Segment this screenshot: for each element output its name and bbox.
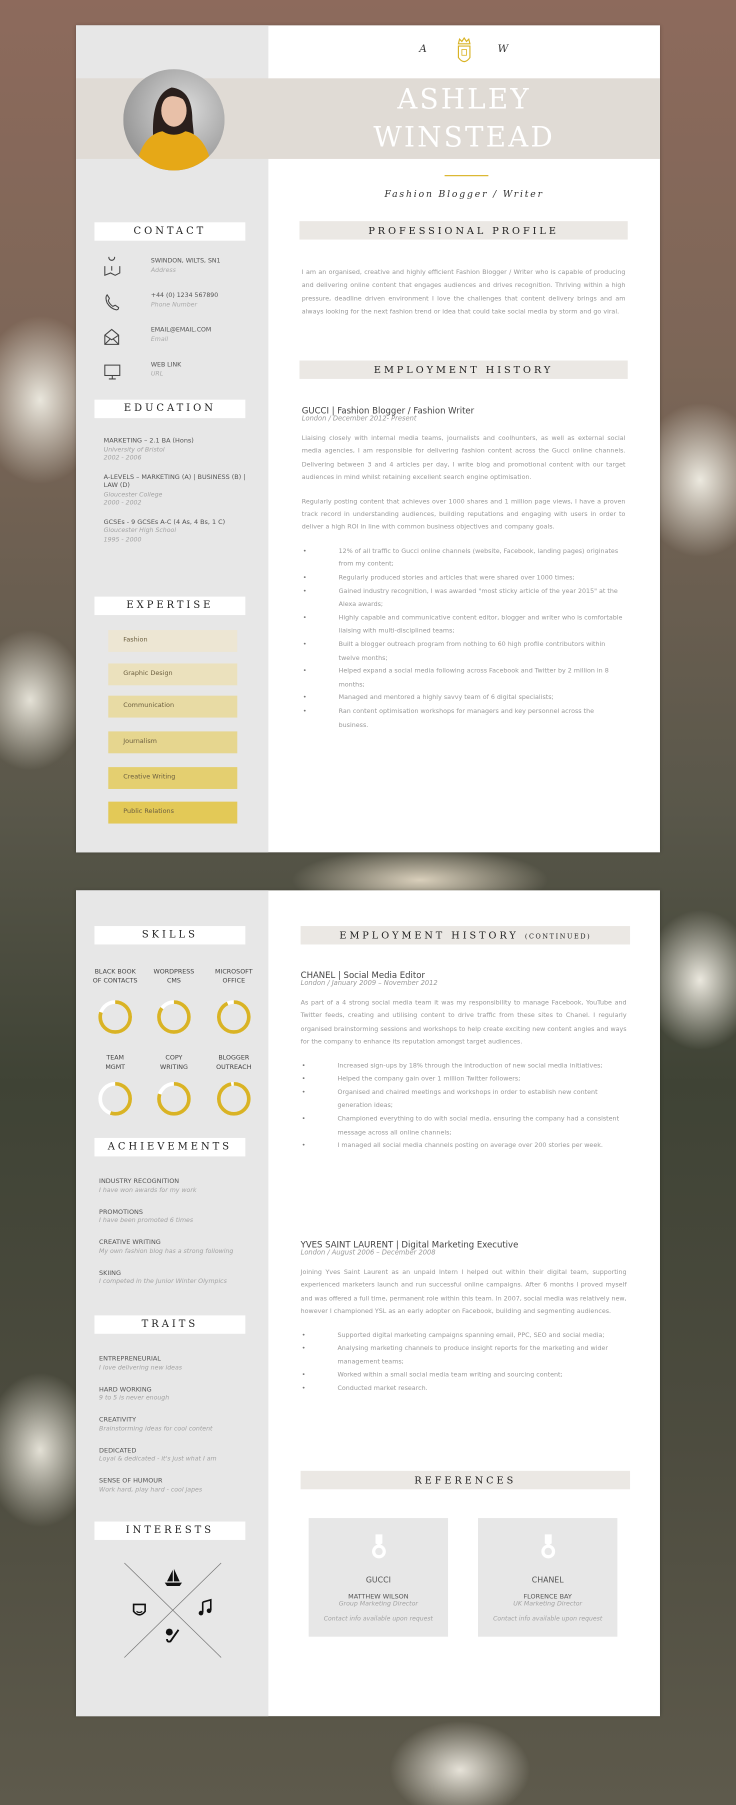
achievements-list bbox=[99, 1178, 260, 1300]
education-years: 2000 - 2002 bbox=[103, 499, 142, 507]
skill-label-line: WORDPRESS bbox=[153, 968, 195, 976]
skill-ring-fill bbox=[219, 1002, 249, 1032]
achievement bbox=[99, 1270, 260, 1287]
education-heading: EDUCATION bbox=[94, 400, 245, 418]
interests-heading: INTERESTS bbox=[94, 1522, 245, 1540]
achievement bbox=[99, 1178, 260, 1195]
bullet-item: • Worked within a small social media team writing and sourcing content; bbox=[301, 1370, 627, 1383]
trait-desc: Loyal & dedicated - it's just what I am bbox=[99, 1455, 217, 1463]
envelope-icon bbox=[101, 326, 122, 351]
contact-value: +44 (0) 1234 567890 bbox=[150, 292, 219, 300]
achievements-heading: ACHIEVEMENTS bbox=[94, 1138, 245, 1156]
bullet-item: • Increased sign-ups by 18% through the introduction of new social media initiatives; bbox=[301, 1060, 627, 1073]
skill-ring bbox=[215, 999, 252, 1036]
trait-title: SENSE OF HUMOUR bbox=[99, 1477, 163, 1485]
job-dates: London / January 2009 – November 2012 bbox=[300, 980, 438, 988]
traits-heading: TRAITS bbox=[94, 1315, 245, 1333]
trait-desc: I love delivering new ideas bbox=[99, 1364, 183, 1372]
profile-photo bbox=[123, 69, 224, 170]
reference-note: Contact info available upon request bbox=[323, 1615, 433, 1623]
job-chanel bbox=[301, 970, 627, 1154]
trait bbox=[99, 1478, 260, 1495]
trait bbox=[99, 1356, 260, 1373]
resume-page-1 bbox=[76, 25, 660, 852]
bullet-item: • Regularly produced stories and articles that were shared over 1000 times; bbox=[302, 572, 626, 585]
contact-label: Phone Number bbox=[150, 301, 198, 309]
contact-label: Address bbox=[150, 267, 176, 275]
bullet-item: • 12% of all traffic to Gucci online channels (website, Facebook, landing pages) originates from my content; bbox=[302, 546, 626, 573]
contact-item bbox=[101, 362, 262, 390]
job-description: Regularly posting content that achieves over 1000 shares and 1 million page views, I have a proven track record in understanding audiences, building reputations and engaging with users in order to deliver a high ROI in line with common business objectives and company goals. bbox=[301, 498, 626, 532]
skill-label bbox=[84, 1055, 146, 1072]
expertise-tag: Fashion bbox=[108, 630, 237, 652]
achievement-desc: I have been promoted 6 times bbox=[99, 1217, 194, 1225]
reference-card bbox=[309, 1518, 448, 1637]
skill-label-line: BLACK BOOK bbox=[94, 968, 136, 976]
job-description: As part of a 4 strong social media team it was my responsibility to manage Facebook, YouTube and Twitter feeds, creating and utilising content to drive traffic from these sites to Chanel. I regularly organised brainstorming sessions and workshops to help create exciting new content angles and ways for the company to enhance its reputation amongst target audiences. bbox=[300, 999, 627, 1047]
bullet-item: • Conducted market research. bbox=[301, 1383, 627, 1396]
job-dates: London / December 2012- Present bbox=[301, 415, 417, 423]
monogram bbox=[387, 37, 560, 67]
bullet-item: • Built a blogger outreach program from nothing to 60 high profile contributors within twelve months; bbox=[302, 639, 626, 666]
education-item bbox=[104, 438, 248, 464]
bullet-item: • Helped expand a social media following across Facebook and Twitter by 2 million in 8 months; bbox=[302, 666, 626, 693]
achievement-title: PROMOTIONS bbox=[99, 1208, 143, 1216]
trait-desc: Work hard, play hard - cool japes bbox=[99, 1486, 203, 1494]
achievement-title: SKIING bbox=[99, 1269, 121, 1277]
job-description: Joining Yves Saint Laurent as an unpaid Intern I helped out within their digital team, supporting experienced marketers launch and run successful online campaigns. After 6 months I proved myself and was offered a full time, permanent role within this team. In 2007, social media was relatively new, however I championed YSL as an early adopter on Facebook, building and segmenting audiences. bbox=[300, 1269, 627, 1316]
reference-name: FLORENCE BAY bbox=[523, 1594, 572, 1602]
achievement bbox=[99, 1239, 260, 1256]
bullet-item: • Ran content optimisation workshops for managers and key personnel across the business. bbox=[302, 706, 626, 733]
skill-ring bbox=[155, 999, 192, 1036]
skill-label-line: OUTREACH bbox=[216, 1063, 252, 1071]
job-achievements bbox=[301, 1060, 627, 1153]
education-school: Gloucester High School bbox=[103, 527, 177, 535]
monogram-right: W bbox=[497, 43, 509, 56]
bullet-item: • Gained industry recognition, I was awarded "most sticky article of the year 2015" at the Alexa awards; bbox=[302, 586, 626, 613]
skill-ring bbox=[215, 1080, 252, 1117]
skill-ring bbox=[97, 1080, 134, 1117]
job-title: YVES SAINT LAURENT | Digital Marketing Executive bbox=[300, 1239, 519, 1250]
skill-label-line: TEAM bbox=[106, 1055, 125, 1062]
trait-title: ENTREPRENEURIAL bbox=[99, 1355, 161, 1363]
skill-label-line: BLOGGER bbox=[218, 1055, 250, 1062]
trait-title: DEDICATED bbox=[99, 1447, 137, 1455]
job-gucci bbox=[302, 405, 626, 732]
reference-role: UK Marketing Director bbox=[513, 1601, 583, 1608]
contact-item bbox=[101, 293, 262, 321]
profile-text: I am an organised, creative and highly efficient Fashion Blogger / Writer who is capable of producing and delivering online content that engages audiences and drives recognition. Thriving within a high pressure, deadline driven environment I love the challenges that content delivery brings and am always looking for the next fashion trend or idea that could take social media by storm and go viral. bbox=[301, 269, 626, 316]
expertise-tag: Journalism bbox=[108, 731, 237, 753]
skill-ring-fill bbox=[219, 1084, 249, 1114]
reference-role: Group Marketing Director bbox=[338, 1601, 418, 1608]
skill-ring bbox=[97, 999, 134, 1036]
bullet-item: • Helped the company gain over 1 million Twitter followers; bbox=[301, 1074, 627, 1087]
interests-graphic bbox=[122, 1558, 226, 1662]
skill-label-line: MICROSOFT bbox=[215, 968, 253, 976]
reference-note: Contact info available upon request bbox=[493, 1615, 603, 1623]
skill-label bbox=[84, 969, 146, 986]
trait bbox=[99, 1386, 260, 1403]
crest-icon bbox=[456, 37, 472, 67]
job-achievements bbox=[301, 1330, 627, 1397]
skill-label bbox=[143, 969, 205, 986]
contact-value: EMAIL@EMAIL.COM bbox=[150, 327, 212, 335]
expertise-heading: EXPERTISE bbox=[94, 597, 245, 615]
contact-value: WEB LINK bbox=[150, 361, 182, 369]
achievement-title: INDUSTRY RECOGNITION bbox=[99, 1178, 180, 1186]
skill-label-line: WRITING bbox=[159, 1063, 188, 1071]
expertise-tag: Communication bbox=[108, 696, 237, 718]
trait-desc: 9 to 5 is never enough bbox=[99, 1394, 170, 1402]
medal-icon bbox=[309, 1534, 448, 1559]
continued-label: (CONTINUED) bbox=[524, 934, 592, 942]
education-years: 1995 - 2000 bbox=[103, 536, 142, 544]
education-list bbox=[104, 438, 248, 555]
job-ysl bbox=[301, 1239, 627, 1396]
gold-divider bbox=[445, 175, 489, 176]
skill-label bbox=[143, 1055, 205, 1072]
candidate-name bbox=[268, 81, 660, 157]
bullet-item: • Managed and mentored a highly savvy team of 6 digital specialists; bbox=[302, 693, 626, 706]
contact-label: Email bbox=[150, 336, 169, 344]
bullet-item: • Supported digital marketing campaigns spanning email, PPC, SEO and social media; bbox=[301, 1330, 627, 1343]
trait bbox=[99, 1447, 260, 1464]
phone-icon bbox=[101, 291, 122, 316]
contact-value: SWINDON, WILTS, SN1 bbox=[150, 258, 221, 265]
skill-label-line: OF CONTACTS bbox=[92, 977, 138, 985]
skill-ring bbox=[155, 1080, 192, 1117]
job-title: Fashion Blogger / Writer bbox=[384, 188, 544, 200]
last-name: WINSTEAD bbox=[373, 120, 555, 154]
trait-desc: Brainstorming ideas for cool content bbox=[99, 1425, 213, 1433]
skill-label bbox=[203, 1055, 265, 1072]
education-title: MARKETING – 2.1 BA (Hons) bbox=[103, 437, 194, 445]
job-achievements bbox=[302, 546, 626, 733]
first-name: ASHLEY bbox=[397, 82, 531, 116]
education-years: 2002 - 2006 bbox=[103, 454, 142, 462]
skill-label-line: COPY bbox=[165, 1055, 183, 1062]
contact-item bbox=[101, 327, 262, 355]
references-heading: REFERENCES bbox=[301, 1471, 630, 1489]
education-title: GCSEs - 9 GCSEs A-C (4 As, 4 Bs, 1 C) bbox=[103, 518, 226, 526]
traits-list bbox=[99, 1356, 260, 1509]
sailing-boat-icon bbox=[165, 1569, 182, 1586]
map-pin-icon bbox=[101, 257, 122, 282]
contact-item bbox=[101, 258, 262, 286]
contact-heading: CONTACT bbox=[94, 222, 245, 240]
education-title: A-LEVELS – MARKETING (A) | BUSINESS (B) | LAW (D) bbox=[103, 473, 246, 490]
achievement-desc: My own fashion blog has a strong following bbox=[99, 1247, 234, 1255]
reference-card bbox=[478, 1518, 617, 1637]
expertise-tag: Public Relations bbox=[108, 802, 237, 824]
education-school: University of Bristol bbox=[103, 446, 165, 454]
bullet-item: • Championed everything to do with social media, ensuring the company had a consistent message across all online channels; bbox=[301, 1114, 627, 1141]
bullet-item: • I managed all social media channels posting on average over 200 stories per week. bbox=[301, 1140, 627, 1153]
education-item bbox=[104, 519, 248, 545]
education-item bbox=[104, 474, 248, 509]
resume-page-2 bbox=[76, 890, 660, 1716]
reference-company: GUCCI bbox=[365, 1575, 391, 1585]
job-description: Liaising closely with internal media teams, journalists and coolhunters, as well as external social media agencies, I am responsible for delivering fashion content across the Gucci online channels. Delivering between 3 and 4 articles per day, I write blog and promotional content with our target audiences in mind whilst retaining excellent search engine optimisation. bbox=[301, 435, 626, 482]
bullet-item: • Organised and chaired meetings and workshops in order to establish new content generation ideas; bbox=[301, 1087, 627, 1114]
expertise-tag: Creative Writing bbox=[108, 767, 237, 789]
medal-icon bbox=[478, 1534, 617, 1559]
trait-title: CREATIVITY bbox=[99, 1416, 137, 1424]
trait bbox=[99, 1417, 260, 1434]
employment-continued-heading bbox=[301, 926, 630, 944]
reference-name: MATTHEW WILSON bbox=[348, 1594, 409, 1602]
monogram-left: A bbox=[419, 43, 427, 56]
reference-company: CHANEL bbox=[531, 1575, 564, 1585]
bullet-item: • Analysing marketing channels to produce insight reports for the marketing and wider management teams; bbox=[301, 1343, 627, 1370]
achievement-desc: I have won awards for my work bbox=[99, 1186, 197, 1194]
skills-heading: SKILLS bbox=[94, 926, 245, 944]
skill-label-line: OFFICE bbox=[222, 977, 246, 985]
achievement-title: CREATIVE WRITING bbox=[99, 1239, 161, 1247]
skill-label bbox=[203, 969, 265, 986]
employment-heading: EMPLOYMENT HISTORY bbox=[299, 361, 627, 379]
skill-label-line: CMS bbox=[166, 977, 181, 985]
music-note-icon bbox=[199, 1600, 212, 1616]
job-dates: London / August 2006 – December 2008 bbox=[300, 1249, 436, 1257]
golf-icon bbox=[166, 1629, 179, 1642]
bullet-item: • Highly capable and communicative content editor, blogger and writer who is comfortable liaising with multi-disciplined teams; bbox=[302, 613, 626, 640]
achievement-desc: I competed in the Junior Winter Olympics bbox=[99, 1278, 227, 1286]
profile-heading: PROFESSIONAL PROFILE bbox=[299, 221, 627, 239]
expertise-tag: Graphic Design bbox=[108, 663, 237, 685]
skill-label-line: MGMT bbox=[105, 1063, 126, 1071]
employment-continued-title: EMPLOYMENT HISTORY bbox=[339, 929, 519, 942]
education-school: Gloucester College bbox=[103, 491, 163, 499]
contact-label: URL bbox=[150, 370, 164, 378]
job-title: CHANEL | Social Media Editor bbox=[300, 969, 425, 981]
achievement bbox=[99, 1209, 260, 1226]
theatre-mask-icon bbox=[134, 1604, 146, 1614]
trait-title: HARD WORKING bbox=[99, 1386, 152, 1394]
job-title: GUCCI | Fashion Blogger / Fashion Writer bbox=[301, 405, 475, 416]
monitor-icon bbox=[101, 361, 122, 386]
